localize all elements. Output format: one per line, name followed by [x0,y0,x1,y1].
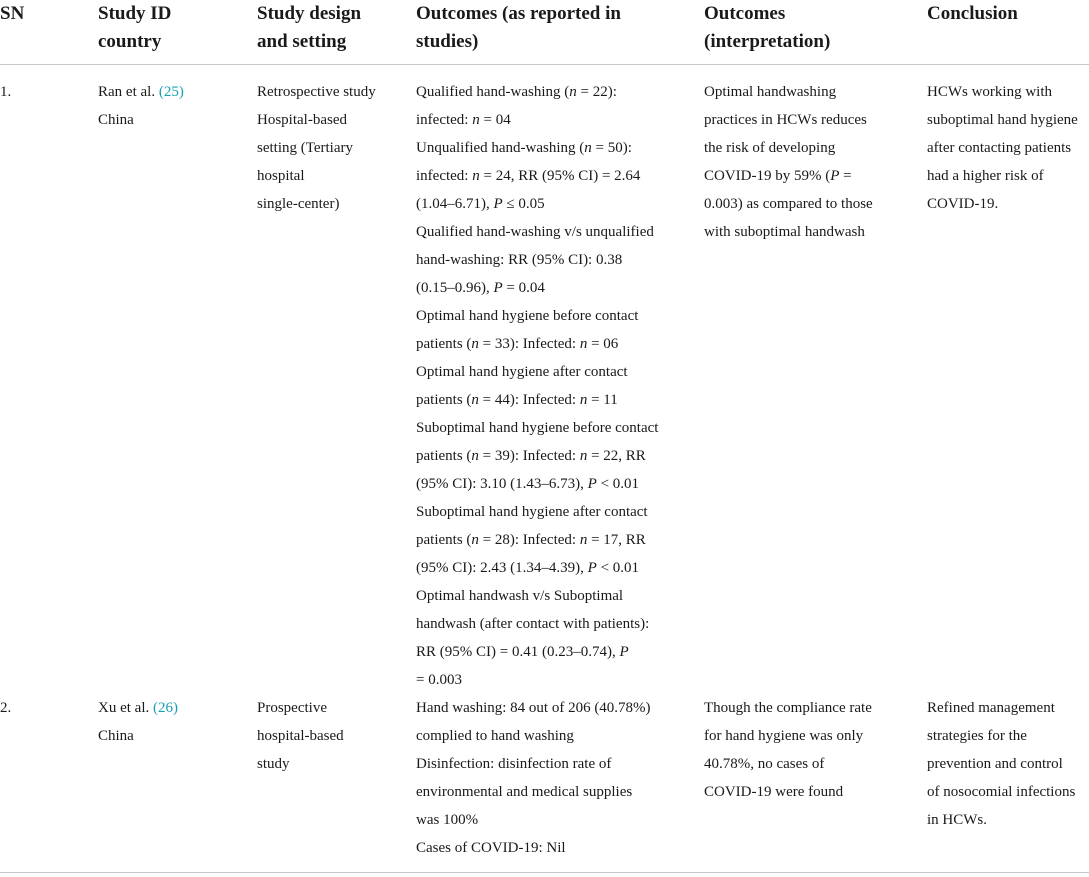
row2-conclusion-line: strategies for the [927,728,1027,744]
header-outcomes-interpretation [704,0,830,56]
row2-design [257,694,344,778]
row1-interp-line: 0.003) as compared to those [704,196,873,212]
row1-design-line: setting (Tertiary [257,140,353,156]
row2-design-line: study [257,756,290,772]
row1-outcome-line: = 0.003 [416,672,462,688]
header-outcomes-interp-line1: Outcomes [704,3,786,24]
row2-interp-line: 40.78%, no cases of [704,756,825,772]
row1-interp-line: practices in HCWs reduces [704,112,867,128]
row2-conclusion-line: prevention and control [927,756,1063,772]
row1-outcome-line: infected: n = 24, RR (95% CI) = 2.64 [416,168,641,184]
row2-outcome-line: environmental and medical supplies [416,784,633,800]
header-design-line1: Study design [257,3,362,24]
row2-reference-link[interactable]: (26) [152,700,178,716]
row2-author: Xu et al. [98,700,153,716]
header-divider [0,64,1089,65]
row2-design-line: Prospective [257,700,327,716]
row1-outcomes-reported [416,78,658,694]
row2-outcome-line: Disinfection: disinfection rate of [416,756,612,772]
row2-interp-line: Though the compliance rate [704,700,872,716]
row2-sn [0,694,11,722]
row1-interp-line: with suboptimal handwash [704,224,865,240]
row1-outcome-line: Optimal hand hygiene after contact [416,364,628,380]
row2-study-id [98,694,178,750]
row1-outcome-line: Qualified hand-washing (n = 22): [416,84,617,100]
row1-outcome-line: Optimal handwash v/s Suboptimal [416,588,624,604]
row1-conclusion [927,78,1078,218]
row1-design-line: single-center) [257,196,340,212]
row1-conclusion-line: suboptimal hand hygiene [927,112,1078,128]
row1-interp-line: the risk of developing [704,140,836,156]
row1-outcome-line: Unqualified hand-washing (n = 50): [416,140,632,156]
row1-conclusion-line: COVID-19. [927,196,999,212]
row2-design-line: hospital-based [257,728,344,744]
header-conclusion [927,0,1018,28]
row1-conclusion-line: after contacting patients [927,140,1072,156]
row1-outcome-line: patients (n = 44): Infected: n = 11 [416,392,618,408]
row2-interp-line: for hand hygiene was only [704,728,864,744]
row2-outcome-line: was 100% [416,812,479,828]
row1-design [257,78,376,218]
row1-outcome-line: Suboptimal hand hygiene before contact [416,420,659,436]
row1-sn [0,78,11,106]
row1-reference-link[interactable]: (25) [158,84,184,100]
row2-country: China [98,728,134,744]
row1-design-line: Hospital-based [257,112,347,128]
row1-outcome-line: patients (n = 39): Infected: n = 22, RR [416,448,646,464]
header-design-line2: and setting [257,31,347,52]
header-study-design [257,0,361,56]
row1-interp-line: Optimal handwashing [704,84,837,100]
row2-conclusion-line: of nosocomial infections [927,784,1076,800]
row1-outcome-line: Optimal hand hygiene before contact [416,308,639,324]
row2-study-line [98,694,178,722]
header-outcomes-reported [416,0,621,56]
row1-outcome-line: (0.15–0.96), P = 0.04 [416,280,545,296]
header-study-id-line2: country [98,31,162,52]
row1-outcome-line: patients (n = 28): Infected: n = 17, RR [416,532,646,548]
row1-design-line: Retrospective study [257,84,376,100]
header-sn-text: SN [0,3,25,24]
row1-outcome-line: hand-washing: RR (95% CI): 0.38 [416,252,623,268]
row2-outcome-line: complied to hand washing [416,728,574,744]
row1-design-line: hospital [257,168,305,184]
row1-sn-text: 1. [0,84,12,100]
row2-outcomes-interpretation [704,694,872,806]
header-study-id-line1: Study ID [98,3,172,24]
row2-sn-text: 2. [0,700,12,716]
header-study-id [98,0,171,56]
row1-outcome-line: (1.04–6.71), P ≤ 0.05 [416,196,545,212]
row1-outcomes-interpretation [704,78,873,246]
row1-study-line [98,78,184,106]
row1-outcome-line: RR (95% CI) = 0.41 (0.23–0.74), P [416,644,629,660]
row1-outcome-line: Qualified hand-washing v/s unqualified [416,224,654,240]
row2-outcome-line: Hand washing: 84 out of 206 (40.78%) [416,700,651,716]
row2-outcomes-reported [416,694,651,862]
table-bottom-divider [0,872,1089,873]
row1-interp-line: COVID-19 by 59% (P = [704,168,852,184]
row2-conclusion-line: in HCWs. [927,812,987,828]
row1-study-id [98,78,184,134]
row1-conclusion-line: HCWs working with [927,84,1052,100]
header-outcomes-reported-line2: studies) [416,31,479,52]
row1-outcome-line: Suboptimal hand hygiene after contact [416,504,648,520]
row1-outcome-line: patients (n = 33): Infected: n = 06 [416,336,619,352]
row1-country: China [98,112,134,128]
header-outcomes-interp-line2: (interpretation) [704,31,831,52]
row1-author: Ran et al. [98,84,159,100]
row1-outcome-line: (95% CI): 2.43 (1.34–4.39), P < 0.01 [416,560,640,576]
row1-outcome-line: (95% CI): 3.10 (1.43–6.73), P < 0.01 [416,476,640,492]
row2-conclusion [927,694,1075,834]
row2-outcome-line: Cases of COVID-19: Nil [416,840,566,856]
header-conclusion-text: Conclusion [927,3,1018,24]
header-sn [0,0,24,28]
row1-outcome-line: handwash (after contact with patients): [416,616,650,632]
header-outcomes-reported-line1: Outcomes (as reported in [416,3,621,24]
row1-conclusion-line: had a higher risk of [927,168,1044,184]
row2-interp-line: COVID-19 were found [704,784,844,800]
row2-conclusion-line: Refined management [927,700,1055,716]
row1-outcome-line: infected: n = 04 [416,112,511,128]
